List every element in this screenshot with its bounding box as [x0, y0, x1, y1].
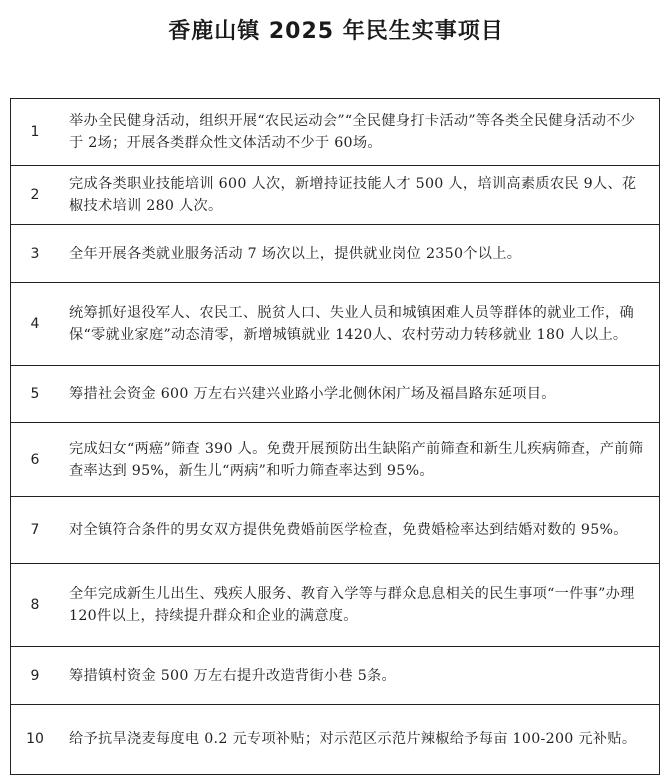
row-content: 完成妇女“两癌”筛查 390 人。免费开展预防出生缺陷产前筛查和新生儿疾病筛查，产前筛查率达到 95%，新生儿“两病”和听力筛查率达到 95%。	[69, 440, 644, 479]
row-content: 对全镇符合条件的男女双方提供免费婚前医学检查，免费婚检率达到结婚对数的 95%。	[69, 522, 628, 538]
row-content: 筹措镇村资金 500 万左右提升改造背街小巷 5条。	[69, 667, 396, 684]
row-number: 1	[30, 124, 40, 140]
table-row	[11, 225, 659, 283]
table-row	[11, 705, 659, 773]
table-row	[11, 423, 659, 497]
row-content: 全年开展各类就业服务活动 7 场次以上，提供就业岗位 2350个以上。	[69, 245, 522, 262]
projects-table	[10, 98, 660, 775]
row-content: 给予抗旱浇麦每度电 0.2 元专项补贴；对示范区示范片辣椒给予每亩 100-200 元补贴。	[69, 731, 637, 747]
row-content: 全年完成新生儿出生、残疾人服务、教育入学等与群众息息相关的民生事项“一件事”办理 120件以上，持续提升群众和企业的满意度。	[69, 586, 635, 624]
row-content: 完成各类职业技能培训 600 人次，新增持证技能人才 500 人，培训高素质农民 9人、花椒技术培训 280 人次。	[69, 176, 637, 214]
table-row	[11, 497, 659, 564]
table-row	[11, 99, 659, 166]
table-row	[11, 647, 659, 705]
row-number: 10	[26, 731, 44, 747]
row-number: 8	[30, 597, 40, 613]
row-number: 2	[30, 187, 40, 203]
table-row	[11, 166, 659, 225]
row-number: 7	[30, 522, 40, 538]
row-content: 统筹抓好退役军人、农民工、脱贫人口、失业人员和城镇困难人员等群体的就业工作，确保“零就业家庭”动态清零，新增城镇就业 1420人、农村劳动力转移就业 180 人以上。	[69, 305, 635, 343]
page-title: 香鹿山镇 2025 年民生实事项目	[168, 19, 504, 44]
row-content: 举办全民健身活动，组织开展“农民运动会”“全民健身打卡活动”等各类全民健身活动不少于 2场；开展各类群众性文体活动不少于 60场。	[69, 113, 636, 151]
row-number: 3	[30, 245, 40, 262]
row-number: 5	[30, 386, 40, 402]
table-row	[11, 366, 659, 423]
row-content: 筹措社会资金 600 万左右兴建兴业路小学北侧休闲广场及福昌路东延项目。	[69, 386, 556, 402]
row-number: 9	[30, 667, 40, 684]
row-number: 6	[30, 451, 40, 468]
table-row	[11, 564, 659, 647]
row-number: 4	[30, 316, 40, 332]
table-row	[11, 283, 659, 366]
